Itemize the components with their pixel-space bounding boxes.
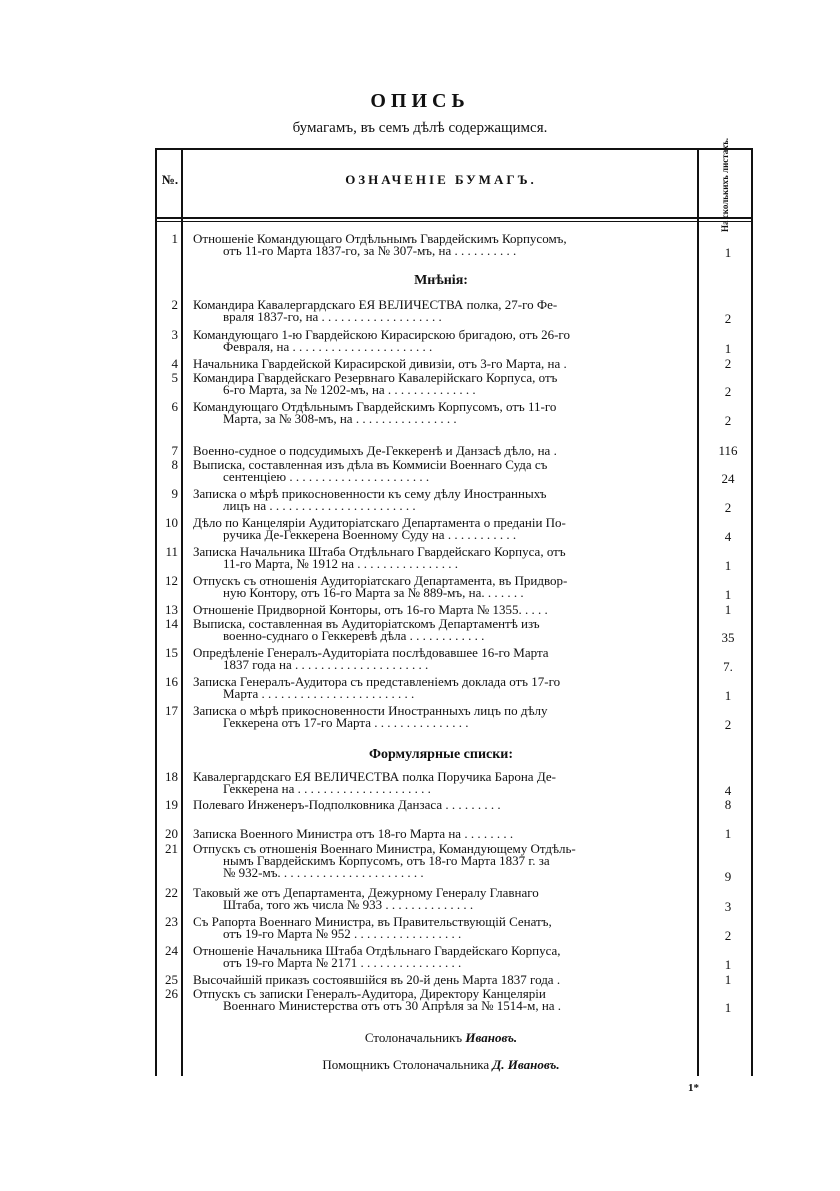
row-description: Командира Кавалергардскаго ЕЯ ВЕЛИЧЕСТВА полка, 27-го Фе- враля 1837-го, на . . . . . . . . . . . . . . . . . . . [193, 297, 558, 324]
header-number: №. [161, 172, 179, 187]
row-sheet-count: 116 [718, 443, 738, 458]
row-description: Записка Военного Министра отъ 18-го Марта на . . . . . . . . [193, 826, 514, 841]
column-divider-number [181, 148, 183, 1076]
row-description: Записка о мѣрѣ прикосновенности Иностранныхъ лицъ по дѣлу Геккерена отъ 17-го Марта . . . . . . . . . . . . . . . [193, 703, 548, 730]
row-description: Кавалергардскаго ЕЯ ВЕЛИЧЕСТВА полка Поручика Барона Де- Геккерена на . . . . . . . . . . . . . . . . . . . . . [193, 769, 556, 796]
row-sheet-count: 3 [724, 899, 732, 914]
row-number: 7 [171, 443, 178, 458]
row-number: 22 [165, 885, 178, 900]
row-number: 5 [171, 370, 178, 385]
table-top-border [155, 148, 753, 150]
row-sheet-count: 8 [724, 797, 732, 812]
row-sheet-count: 1 [724, 587, 732, 602]
row-sheet-count: 1 [724, 245, 732, 260]
signature-head-clerk [186, 1030, 696, 1046]
row-description: Полеваго Инженеръ-Подполковника Данзаса . . . . . . . . . [193, 797, 501, 812]
row-sheet-count: 9 [724, 869, 732, 884]
row-number: 25 [165, 972, 178, 987]
row-number: 12 [165, 573, 178, 588]
row-description: Высочайшій приказъ состоявшійся въ 20-й день Марта 1837 года . [193, 972, 561, 987]
row-description: Командира Гвардейскаго Резервнаго Кавалерійскаго Корпуса, отъ 6-го Марта, за № 1202-мъ, на . . . . . . . . . . . . . . [193, 370, 558, 397]
row-number: 24 [165, 943, 178, 958]
row-sheet-count: 1 [724, 972, 732, 987]
row-number: 17 [165, 703, 178, 718]
row-description: Начальника Гвардейской Кирасирской дивизіи, отъ 3-го Марта, на . [193, 356, 567, 371]
header-sheets [700, 138, 750, 232]
row-number: 13 [165, 602, 178, 617]
page-number: 1* [688, 1082, 699, 1094]
row-number: 10 [165, 515, 178, 530]
section-heading-opinions: Мнѣнія: [414, 273, 468, 288]
row-sheet-count: 35 [721, 630, 735, 645]
row-sheet-count: 1 [724, 957, 732, 972]
row-number: 1 [171, 231, 178, 246]
row-description: Отношеніе Командующаго Отдѣльнымъ Гвардейскимъ Корпусомъ, отъ 11-го Марта 1837-го, за № 307-мъ, на . . . . . . . . . . [193, 231, 567, 258]
row-description: Записка о мѣрѣ прикосновенности къ сему дѣлу Иностранныхъ лицъ на . . . . . . . . . . . . . . . . . . . . . . . [193, 486, 547, 513]
row-description: Опредѣленіе Генералъ-Аудиторіата послѣдовавшее 16-го Марта 1837 года на . . . . . . . . . . . . . . . . . . . . . [193, 645, 549, 672]
signature-role: Помощникъ Столоначальника [322, 1057, 490, 1072]
row-sheet-count: 24 [721, 471, 735, 486]
row-description: Записка Генералъ-Аудитора съ представленіемъ доклада отъ 17-го Марта . . . . . . . . . . . . . . . . . . . . . . . . [193, 674, 561, 701]
row-number: 21 [165, 841, 178, 856]
row-description: Записка Начальника Штаба Отдѣльнаго Гвардейскаго Корпуса, отъ 11-го Марта, № 1912 на . . . . . . . . . . . . . . . . [193, 544, 566, 571]
row-sheet-count: 2 [724, 413, 732, 428]
row-number: 15 [165, 645, 178, 660]
row-sheet-count: 4 [724, 783, 732, 798]
row-description: Военно-судное о подсудимыхъ Де-Геккеренѣ и Данзасѣ дѣло, на . [193, 443, 557, 458]
row-number: 2 [171, 297, 178, 312]
row-sheet-count: 2 [724, 928, 732, 943]
row-number: 18 [165, 769, 178, 784]
signature-assistant-clerk [186, 1057, 696, 1073]
row-sheet-count: 2 [724, 356, 732, 371]
row-description: Выписка, составленная изъ дѣла въ Коммисіи Военнаго Суда съ сентенціею . . . . . . . . . . . . . . . . . . . . . . [193, 457, 548, 484]
row-number: 20 [165, 826, 178, 841]
row-sheet-count: 1 [724, 558, 732, 573]
section-heading-service-records: Формулярные списки: [368, 747, 514, 762]
row-sheet-count: 2 [724, 500, 732, 515]
row-number: 26 [165, 986, 178, 1001]
row-number: 8 [171, 457, 178, 472]
row-description: Выписка, составленная въ Аудиторіатскомъ Департаментѣ изъ военно-суднаго о Геккеревѣ дѣла . . . . . . . . . . . . [193, 616, 540, 643]
document-title: ОПИСЬ [370, 90, 470, 112]
row-sheet-count: 2 [724, 311, 732, 326]
column-divider-sheets [697, 148, 699, 1076]
header-sheets-label: На сколькихъ листахъ. [720, 138, 731, 232]
header-description: ОЗНАЧЕНІЕ БУМАГЪ. [345, 172, 537, 187]
row-number: 16 [165, 674, 178, 689]
row-description: Отношеніе Начальника Штаба Отдѣльнаго Гвардейскаго Корпуса, отъ 19-го Марта № 2171 . . . . . . . . . . . . . . . . [193, 943, 561, 970]
row-number: 11 [165, 544, 178, 559]
row-description: Командующаго 1-ю Гвардейскою Кирасирскою бригадою, отъ 26-го Февраля, на . . . . . . . . . . . . . . . . . . . . . . [193, 327, 570, 354]
row-sheet-count: 1 [724, 341, 732, 356]
row-description: Командующаго Отдѣльнымъ Гвардейскимъ Корпусомъ, отъ 11-го Марта, за № 308-мъ, на . . . . . . . . . . . . . . . . [193, 399, 557, 426]
row-description: Съ Рапорта Военнаго Министра, въ Правительствующій Сенатъ, отъ 19-го Марта № 952 . . . . . . . . . . . . . . . . . [193, 914, 552, 941]
table-header-divider [155, 217, 753, 219]
row-number: 3 [171, 327, 178, 342]
row-number: 23 [165, 914, 178, 929]
row-description: Таковый же отъ Департамента, Дежурному Генералу Главнаго Штаба, того жъ числа № 933 . . . . . . . . . . . . . . [193, 885, 539, 912]
row-sheet-count: 1 [724, 602, 732, 617]
signature-name: Ивановъ. [465, 1030, 518, 1045]
row-description: Отпускъ съ отношенія Военнаго Министра, Командующему Отдѣль- нымъ Гвардейскимъ Корпусомъ, отъ 18-го Марта 1837 г. за № 932-мъ. . . . . . . . . . . . . . . . . . . . . . . [193, 841, 576, 880]
row-description: Отношеніе Придворной Конторы, отъ 16-го Марта № 1355. . . . . [193, 602, 548, 617]
row-sheet-count: 2 [724, 384, 732, 399]
row-number: 4 [171, 356, 178, 371]
row-number: 9 [171, 486, 178, 501]
row-sheet-count: 1 [724, 1000, 732, 1015]
signature-name: Д. Ивановъ. [492, 1057, 560, 1072]
row-sheet-count: 4 [724, 529, 732, 544]
row-number: 19 [165, 797, 178, 812]
row-description: Дѣло по Канцеляріи Аудиторіатскаго Департамента о преданіи По- ручика Де-Геккерена Военному Суду на . . . . . . . . . . . [193, 515, 566, 542]
row-description: Отпускъ съ записки Генералъ-Аудитора, Директору Канцеляріи Военнаго Министерства отъ отъ 30 Апрѣля за № 1514-м, на . [193, 986, 562, 1013]
row-sheet-count: 7. [723, 659, 733, 674]
signature-role: Столоначальникъ [364, 1030, 463, 1045]
row-description: Отпускъ съ отношенія Аудиторіатскаго Департамента, въ Придвор- ную Контору, отъ 16-го Марта за № 889-мъ, на. . . . . . . [193, 573, 568, 600]
table-header-divider-thin [155, 221, 753, 222]
row-sheet-count: 2 [724, 717, 732, 732]
row-sheet-count: 1 [724, 688, 732, 703]
row-number: 6 [171, 399, 178, 414]
row-number: 14 [165, 616, 178, 631]
row-sheet-count: 1 [724, 826, 732, 841]
document-subtitle: бумагамъ, въ семъ дѣлѣ содержащимся. [292, 120, 548, 136]
